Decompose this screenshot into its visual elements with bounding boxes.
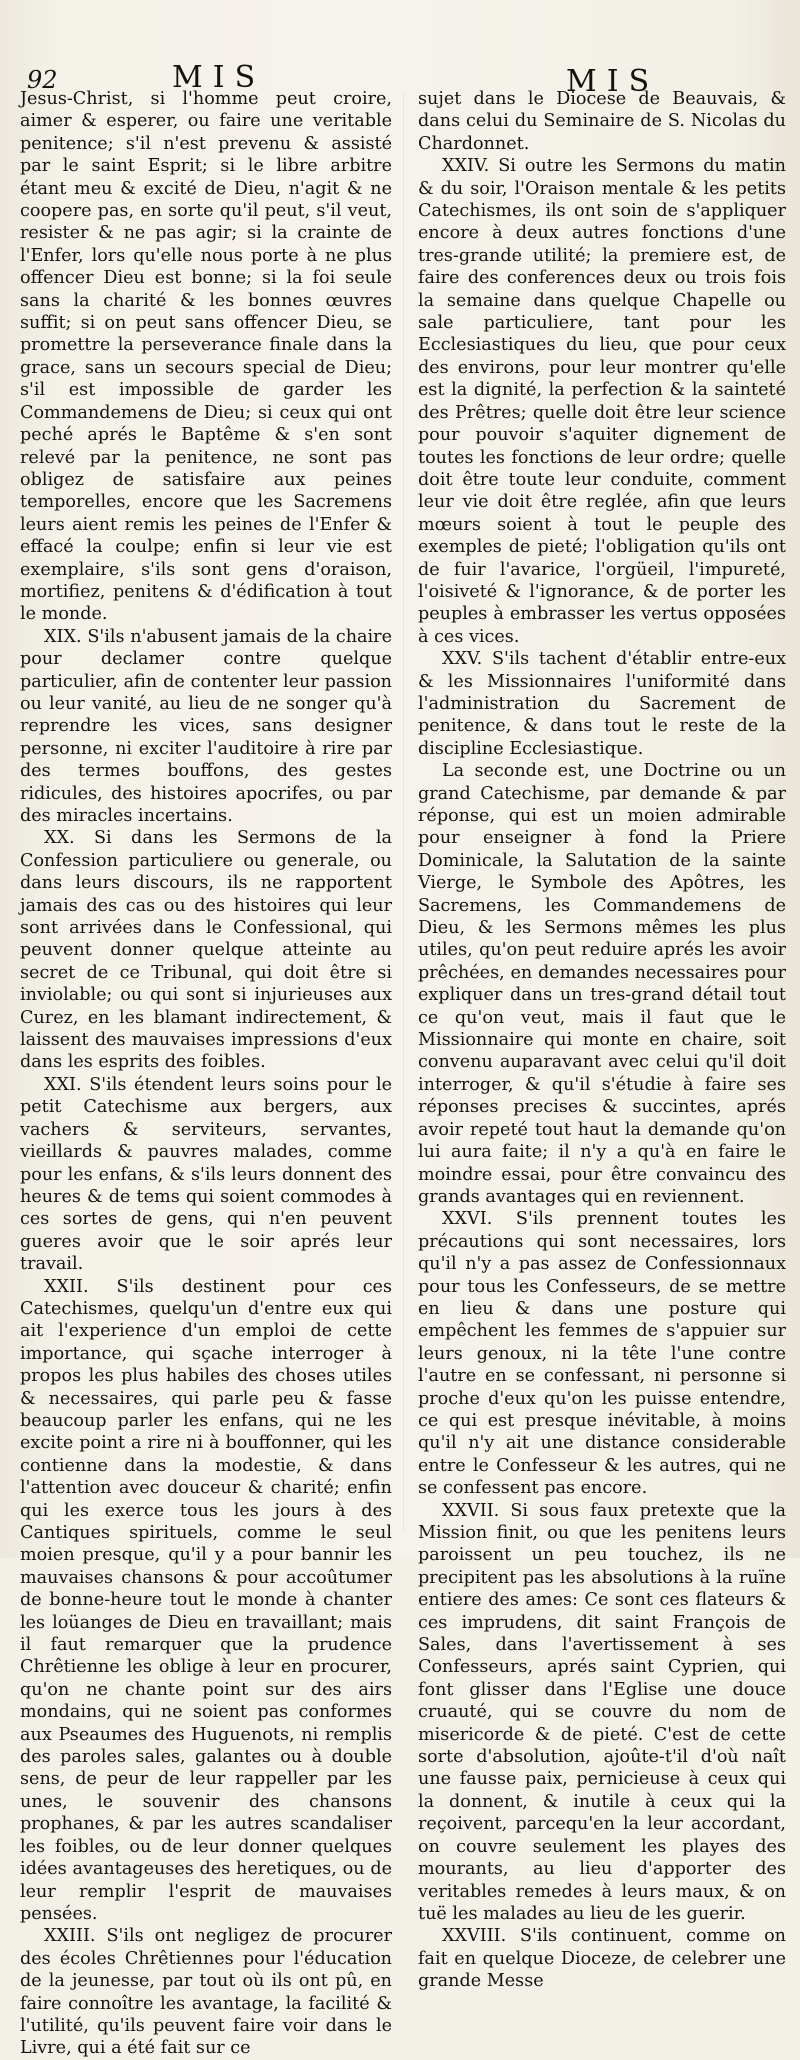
paragraph-xxviii: XXVIII. S'ils continuent, comme on fait en quelque Dioceze, de celebrer une grande Messe — [418, 1926, 786, 1992]
paragraph-xxiii: XXIII. S'ils ont negligez de procurer des écoles Chrêtiennes pour l'éducation de la jeunesse, par tout où ils ont pû, en faire connoître les avantage, la facilité & l'utilité, qu'ils peuvent faire voir dans le Livre, qui a été fait sur ce — [20, 1926, 392, 2059]
paragraph-xxv: XXV. S'ils tachent d'établir entre-eux & les Missionnaires l'uniformité dans l'administration du Sacrement de penitence, & dans tout le reste de la discipline Ecclesiastique. — [418, 649, 786, 759]
column-gutter — [403, 92, 404, 1532]
paragraph-xix: XIX. S'ils n'abusent jamais de la chaire pour declamer contre quelque particulier, afin de contenter leur passion ou leur vanité, au lieu de ne songer qu'à reprendre les vices, sans designer personne, ni exciter l'auditoire à rire par des termes bouffons, des gestes ridicules, des histoires apocrifes, ou par des miracles incertains. — [20, 626, 392, 826]
paragraph-xxii: XXII. S'ils destinent pour ces Catechismes, quelqu'un d'entre eux qui ait l'experience d'un emploi de cette importance, qui sçache interroger à propos les plus habiles des choses utiles & necessaires, qui parle peu & fasse beaucoup parler les enfans, qui ne les excite point a rire ni à bouffonner, qui les contienne dans la modestie, & dans l'attention avec douceur & charité; enfin qui les exerce tous les jours à des Cantiques spirituels, comme le seul moien presque, qu'il y a pour bannir les mauvaises chansons & pour accoûtumer de bonne-heure tout le monde à chanter les loüanges de Dieu en travaillant; mais il faut remarquer que la prudence Chrêtienne les oblige à leur en procurer, qu'on ne chante point sur des airs mondains, qui ne soient pas conformes aux Pseaumes des Huguenots, ni remplis des paroles sales, galantes ou à double sens, de peur de leur rappeller par les unes, le souvenir des chansons prophanes, & par les autres scandaliser les foibles, ou de leur donner quelques idées avantageuses des heretiques, ou de leur remplir l'esprit de mauvaises pensées. — [20, 1276, 392, 1924]
paragraph-xxvii: XXVII. Si sous faux pretexte que la Mission finit, ou que les penitens leurs paroissent un peu touchez, ils ne precipitent pas les absolutions à la ruïne entiere des ames: Ce sont ces flateurs & ces imprudens, dit saint François de Sales, dans l'avertissement à ses Confesseurs, aprés saint Cyprien, qui font glisser dans l'Eglise une douce cruauté, qui se couvre du nom de misericorde & de pieté. C'est de cette sorte d'absolution, ajoûte-t'il d'où naît une fausse paix, pernicieuse à ceux qui la donnent, & inutile à ceux qui la reçoivent, parcequ'en la leur accordant, on couvre seulement les playes des mourants, au lieu d'apporter des veritables remedes à leurs maux, & on tuë les malades au lieu de les guerir. — [418, 1500, 786, 1924]
paragraph-xxvi: XXVI. S'ils prennent toutes les précautions qui sont necessaires, lors qu'il n'y a pas assez de Confessionnaux pour tous les Confesseurs, de se mettre en lieu & dans une posture qui empêchent les femmes de s'appuier sur leurs genoux, ni la tête l'une contre l'autre en se confessant, ni personne si proche d'eux qu'on les puisse entendre, ce qui est presque inévitable, à moins qu'il n'y ait une distance considerable entre le Confesseur & les autres, qui ne se confessent pas encore. — [418, 1209, 786, 1499]
paragraph-xxiv: XXIV. Si outre les Sermons du matin & du soir, l'Oraison mentale & les petits Catechismes, ils ont soin de s'appliquer encore à deux autres fonctions d'une tres-grande utilité; la premiere est, de faire des conferences deux ou trois fois la semaine dans quelque Chapelle ou sale particuliere, tant pour les Ecclesiastiques du lieu, que pour ceux des environs, pour leur montrer qu'elle est la dignité, la perfection & la sainteté des Prêtres; quelle doit être leur science pour pouvoir s'aquiter dignement de toutes les fonctions de leur ordre; quelle doit être toute leur conduite, comment leur vie doit être reglée, afin que leurs mœurs soient à tout le peuple des exemples de pieté; l'obligation qu'ils ont de fuir l'avarice, l'orgüeil, l'impureté, l'oisiveté & l'ignorance, & de porter les peuples à embrasser les vertus opposées à ces vices. — [418, 156, 786, 647]
left-column — [20, 88, 392, 2059]
paragraph-la-seconde: La seconde est, une Doctrine ou un grand Catechisme, par demande & par réponse, qui est un moien admirable pour enseigner à fond la Priere Dominicale, la Salutation de la sainte Vierge, le Symbole des Apôtres, les Sacremens, les Commandemens de Dieu, & les Sermons mêmes les plus utiles, qu'on peut reduire aprés les avoir prêchées, en demandes necessaires pour expliquer dans un tres-grand détail tout ce qu'on veut, mais il faut que le Missionnaire qui monte en chaire, soit convenu auparavant avec celui qu'il doit interroger, & qu'il s'étudie à faire ses réponses precises & succintes, aprés avoir repeté tout haut la demande qu'on lui aura faite; il n'y a qu'à en faire le moindre essai, pour être convaincu des grands avantages qui en reviennent. — [418, 761, 786, 1207]
paragraph-xx: XX. Si dans les Sermons de la Confession particuliere ou generale, ou dans leurs discours, ils ne rapportent jamais des cas ou des histoires qui leur sont arrivées dans le Confessional, qui peuvent donner quelque atteinte au secret de ce Tribunal, qui doit être si inviolable; ou qui sont si injurieuses aux Curez, en les blamant indirectement, & laissent des mauvaises impressions d'eux dans les esprits des foibles. — [20, 828, 392, 1073]
running-head-right: MIS — [566, 64, 660, 99]
right-column — [418, 88, 786, 1992]
page-number: 92 — [27, 66, 58, 94]
paragraph-xxi: XXI. S'ils étendent leurs soins pour le petit Catechisme aux bergers, aux vachers & serviteurs, servantes, vieillards & pauvres malades, comme pour les enfans, & s'ils leurs donnent des heures & de tems qui soient commodes à ces sortes de gens, qui n'en peuvent gueres avoir que le soir aprés leur travail. — [20, 1074, 392, 1275]
paragraph-continuation-right: sujet dans le Diocese de Beauvais, & dans celui du Seminaire de S. Nicolas du Chardonnet. — [418, 89, 786, 154]
running-head-left: MIS — [172, 60, 266, 95]
paragraph-continuation: Jesus-Christ, si l'homme peut croire, aimer & esperer, ou faire une veritable penitence; s'il n'est prevenu & assisté par le saint Esprit; si le libre arbitre étant meu & excité de Dieu, n'agit & ne coopere pas, en sorte qu'il peut, s'il veut, resister & ne pas agir; si la crainte de l'Enfer, lors qu'elle nous porte à ne plus offencer Dieu est bonne; si la foi seule sans la charité & les bonnes œuvres suffit; si on peut sans offencer Dieu, se promettre la perseverance finale dans la grace, sans un secours special de Dieu; s'il est impossible de garder les Commandemens de Dieu; si ceux qui ont peché aprés le Baptême & s'en sont relevé par la penitence, ne sont pas obligez de satisfaire aux peines temporelles, encore que les Sacremens leurs aient remis les peines de l'Enfer & effacé la coulpe; enfin si leur vie est exemplaire, s'ils sont gens d'oraison, mortifiez, penitens & d'édification à tout le monde. — [20, 89, 392, 625]
